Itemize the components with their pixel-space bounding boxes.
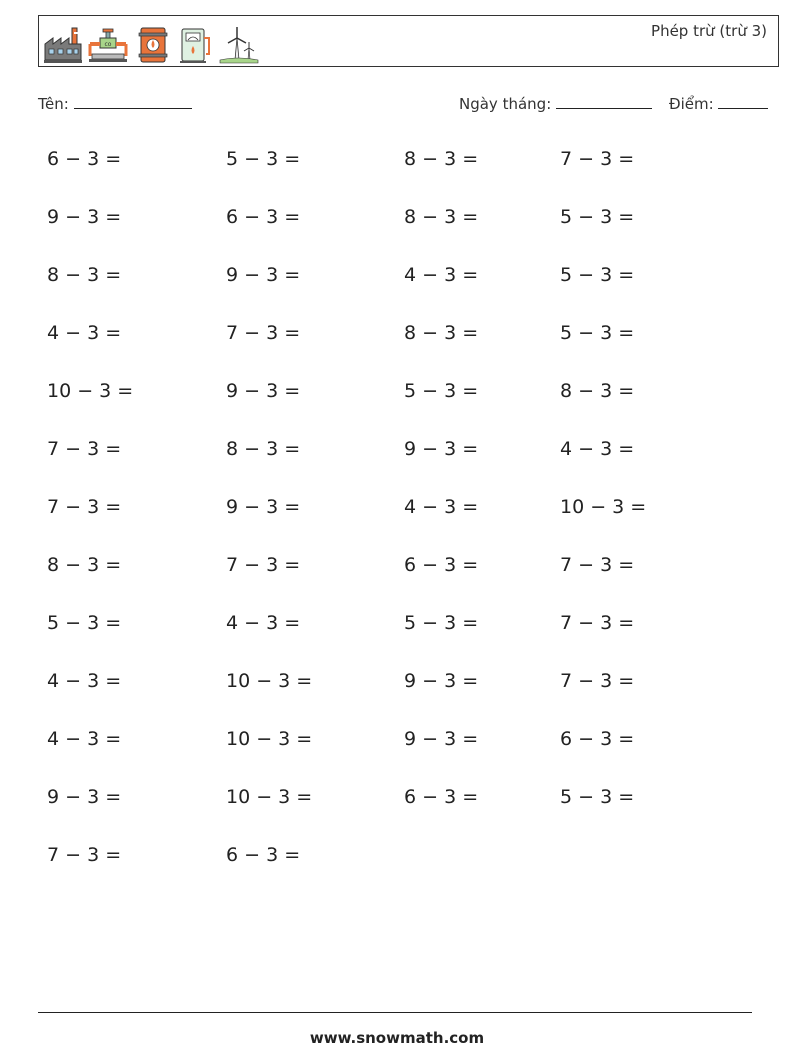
- problem: 7 − 3 =: [560, 612, 635, 634]
- problem: 8 − 3 =: [47, 264, 122, 286]
- problem: 8 − 3 =: [404, 322, 479, 344]
- problem: 5 − 3 =: [47, 612, 122, 634]
- problem: 4 − 3 =: [47, 670, 122, 692]
- name-field: [38, 95, 192, 113]
- problem: 4 − 3 =: [404, 264, 479, 286]
- problem: 5 − 3 =: [560, 786, 635, 808]
- problem: 4 − 3 =: [47, 728, 122, 750]
- date-blank[interactable]: [556, 107, 652, 109]
- factory-icon: [43, 26, 83, 64]
- problem: 7 − 3 =: [226, 322, 301, 344]
- problem: 6 − 3 =: [404, 786, 479, 808]
- problem: 7 − 3 =: [226, 554, 301, 576]
- footer-divider: [38, 1012, 752, 1013]
- date-field: [459, 95, 652, 113]
- worksheet-title: Phép trừ (trừ 3): [651, 22, 767, 40]
- problem: 7 − 3 =: [560, 148, 635, 170]
- wind-turbine-icon: [219, 26, 259, 64]
- problem: 8 − 3 =: [404, 206, 479, 228]
- problem: 4 − 3 =: [560, 438, 635, 460]
- problem: 7 − 3 =: [47, 496, 122, 518]
- problem: 7 − 3 =: [47, 438, 122, 460]
- problem: 9 − 3 =: [404, 438, 479, 460]
- problem: 9 − 3 =: [226, 264, 301, 286]
- problem: 5 − 3 =: [560, 206, 635, 228]
- footer-url[interactable]: www.snowmath.com: [309, 1029, 485, 1047]
- problem: 9 − 3 =: [226, 496, 301, 518]
- problem: 5 − 3 =: [404, 380, 479, 402]
- problem: 9 − 3 =: [47, 206, 122, 228]
- problem: 5 − 3 =: [404, 612, 479, 634]
- problem: 7 − 3 =: [560, 554, 635, 576]
- date-label: Ngày tháng:: [459, 95, 552, 113]
- problem: 8 − 3 =: [226, 438, 301, 460]
- problem: 5 − 3 =: [226, 148, 301, 170]
- problem: 10 − 3 =: [226, 728, 313, 750]
- score-blank[interactable]: [718, 107, 768, 109]
- name-label: Tên:: [38, 95, 69, 113]
- problem: 7 − 3 =: [560, 670, 635, 692]
- problem: 5 − 3 =: [560, 264, 635, 286]
- problem: 7 − 3 =: [47, 844, 122, 866]
- score-field: [669, 95, 768, 113]
- problem: 4 − 3 =: [226, 612, 301, 634]
- problem: 10 − 3 =: [560, 496, 647, 518]
- problem: 6 − 3 =: [404, 554, 479, 576]
- problem: 6 − 3 =: [47, 148, 122, 170]
- fuel-pump-icon: [178, 26, 214, 64]
- problem: 10 − 3 =: [47, 380, 134, 402]
- problem: 4 − 3 =: [404, 496, 479, 518]
- problem: 6 − 3 =: [560, 728, 635, 750]
- worksheet-header: [38, 15, 779, 67]
- problem: 9 − 3 =: [226, 380, 301, 402]
- score-label: Điểm:: [669, 95, 714, 113]
- problem: 4 − 3 =: [47, 322, 122, 344]
- problem: 10 − 3 =: [226, 670, 313, 692]
- svg-text:co: co: [104, 41, 112, 48]
- name-blank[interactable]: [74, 107, 192, 109]
- co2-pipeline-icon: [88, 26, 128, 64]
- problem: 6 − 3 =: [226, 844, 301, 866]
- problem: 8 − 3 =: [404, 148, 479, 170]
- problem: 8 − 3 =: [560, 380, 635, 402]
- problem: 5 − 3 =: [560, 322, 635, 344]
- problem: 9 − 3 =: [404, 670, 479, 692]
- problem: 10 − 3 =: [226, 786, 313, 808]
- oil-barrel-icon: [133, 26, 173, 64]
- problem: 9 − 3 =: [404, 728, 479, 750]
- problem: 9 − 3 =: [47, 786, 122, 808]
- header-icons: [43, 22, 259, 64]
- problem: 6 − 3 =: [226, 206, 301, 228]
- problem: 8 − 3 =: [47, 554, 122, 576]
